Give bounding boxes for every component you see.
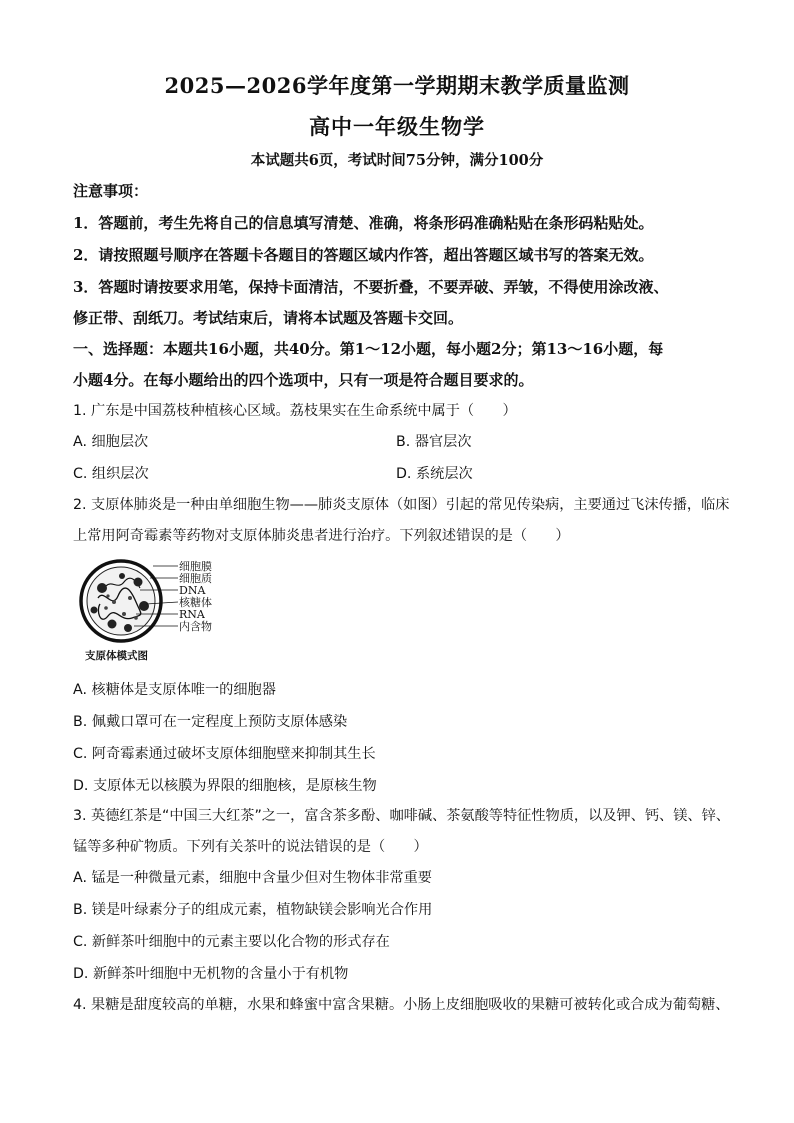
label-rna: RNA [179,608,205,621]
label-cell-membrane: 细胞膜 [179,560,212,573]
q3-option-a: A. 锰是一种微量元素，细胞中含量少但对生物体非常重要 [73,870,432,886]
q1-option-d: D. 系统层次 [396,466,473,482]
q3-option-b: B. 镁是叶绿素分子的组成元素，植物缺镁会影响光合作用 [73,902,433,918]
label-ribosome: 核糖体 [179,596,212,609]
exam-subject: 高中一年级生物学 [309,114,485,139]
q2-option-b: B. 佩戴口罩可在一定程度上预防支原体感染 [73,714,348,730]
q2-option-a: A. 核糖体是支原体唯一的细胞器 [73,682,276,698]
q2-option-c: C. 阿奇霉素通过破坏支原体细胞壁来抑制其生长 [73,746,376,762]
q3-stem-line-2: 锰等多种矿物质。下列有关茶叶的说法错误的是（ ） [73,839,428,855]
q3-option-c: C. 新鲜茶叶细胞中的元素主要以化合物的形式存在 [73,934,390,950]
q1-option-c: C. 组织层次 [73,466,149,482]
q2-stem-line-2: 上常用阿奇霉素等药物对支原体肺炎患者进行治疗。下列叙述错误的是（ ） [73,528,570,544]
q4-stem-line-1: 4. 果糖是甜度较高的单糖，水果和蜂蜜中富含果糖。小肠上皮细胞吸收的果糖可被转化或合成为葡萄糖、 [73,997,730,1013]
notice-item-3b: 修正带、刮纸刀。考试结束后，请将本试题及答题卡交回。 [73,309,464,327]
section-1-line-2: 小题4分。在每小题给出的四个选项中，只有一项是符合题目要求的。 [73,371,534,389]
q3-option-d: D. 新鲜茶叶细胞中无机物的含量小于有机物 [73,966,349,982]
exam-info: 本试题共6页，考试时间75分钟，满分100分 [250,152,544,169]
q1-option-a: A. 细胞层次 [73,434,149,450]
q2-option-d: D. 支原体无以核膜为界限的细胞核，是原核生物 [73,778,377,794]
q2-stem-line-1: 2. 支原体肺炎是一种由单细胞生物——肺炎支原体（如图）引起的常见传染病，主要通过飞沫传播，临床 [73,497,730,513]
label-inclusion: 内含物 [179,620,212,633]
figure-caption: 支原体模式图 [85,650,148,662]
notice-heading: 注意事项： [73,182,149,200]
q3-stem-line-1: 3. 英德红茶是“中国三大红茶”之一，富含茶多酚、咖啡碱、茶氨酸等特征性物质，以及钾、钙、镁、锌、 [73,808,730,824]
notice-item-1: 1．答题前，考生先将自己的信息填写清楚、准确，将条形码准确粘贴在条形码粘贴处。 [73,214,654,232]
notice-item-2: 2．请按照题号顺序在答题卡各题目的答题区域内作答，超出答题区域书写的答案无效。 [73,246,654,264]
mycoplasma-illustration [78,558,228,648]
q1-stem: 1. 广东是中国荔枝种植核心区域。荔枝果实在生命系统中属于（ ） [73,403,517,419]
exam-title: 2025—2026学年度第一学期期末教学质量监测 [164,73,630,98]
q1-option-b: B. 器官层次 [396,434,472,450]
notice-item-3a: 3．答题时请按要求用笔，保持卡面清洁，不要折叠，不要弄破、弄皱，不得使用涂改液、 [73,278,669,296]
label-cytoplasm: 细胞质 [179,572,212,585]
label-dna: DNA [179,584,206,597]
section-1-line-1: 一、选择题：本题共16小题，共40分。第1～12小题，每小题2分；第13～16小题，每 [73,340,664,358]
